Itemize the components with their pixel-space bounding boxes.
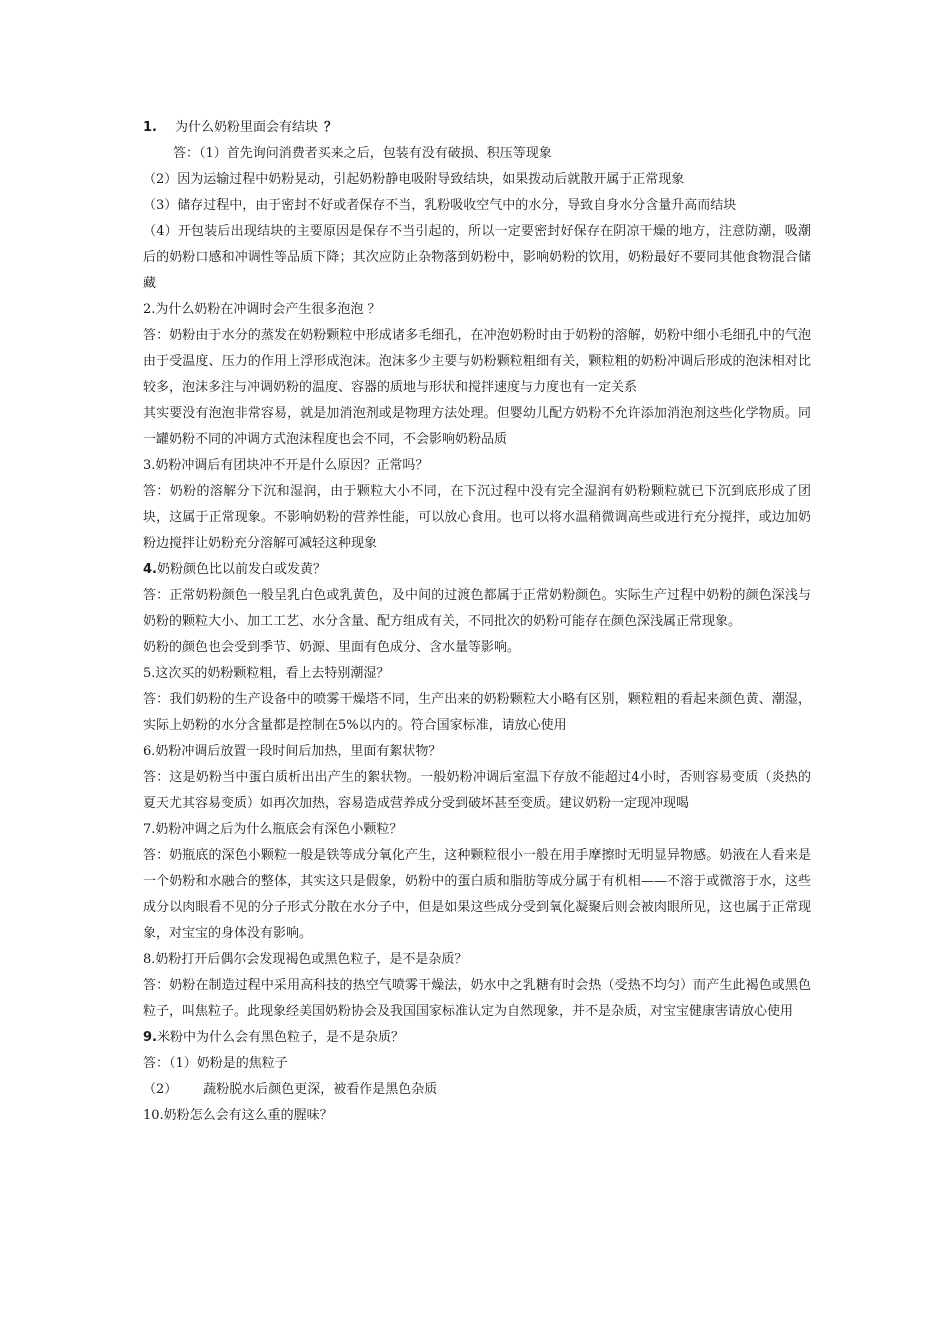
q3-heading: 3.奶粉冲调后有团块冲不开是什么原因？正常吗？ <box>143 458 429 473</box>
q1-number: 1. <box>143 120 157 135</box>
q9-answer-2 <box>143 1077 811 1103</box>
q9-answer-1: 答：（1）奶粉是的焦粒子 <box>143 1056 288 1071</box>
q10-heading: 10.奶粉怎么会有这么重的腥味？ <box>143 1108 333 1123</box>
q1-answer-3: （3）储存过程中，由于密封不好或者保存不当，乳粉吸收空气中的水分，导致自身水分含量升高而结块 <box>143 198 737 213</box>
q9-answer-2-text: 蔬粉脱水后颜色更深，被看作是黑色杂质 <box>203 1082 438 1097</box>
q2-heading: 2.为什么奶粉在冲调时会产生很多泡泡 ？ <box>143 302 381 317</box>
q9-answer-2-number: （2） <box>143 1082 178 1097</box>
q4-heading <box>143 557 811 583</box>
q2-answer-2: 其实要没有泡泡非常容易，就是加消泡剂或是物理方法处理。但婴幼儿配方奶粉不允许添加消泡剂这些化学物质。同一罐奶粉不同的冲调方式泡沫程度也会不同，不会影响奶粉品质 <box>143 406 811 447</box>
q6-heading: 6.奶粉冲调后放置一段时间后加热，里面有絮状物？ <box>143 744 442 759</box>
q4-number: 4. <box>143 562 157 577</box>
faq-content <box>143 115 811 1129</box>
q4-answer-2: 奶粉的颜色也会受到季节、奶源、里面有色成分、含水量等影响。 <box>143 640 521 655</box>
q6-answer-1: 答：这是奶粉当中蛋白质析出出产生的絮状物。一般奶粉冲调后室温下存放不能超过4小时，否则容易变质（炎热的夏天尤其容易变质）如再次加热，容易造成营养成分受到破坏甚至变质。建议奶粉一定现冲现喝 <box>143 770 811 811</box>
q9-heading <box>143 1025 811 1051</box>
q1-heading <box>143 115 811 141</box>
q7-answer-1: 答：奶瓶底的深色小颗粒一般是铁等成分氧化产生，这种颗粒很小一般在用手摩擦时无明显异物感。奶液在人看来是一个奶粉和水融合的整体，其实这只是假象，奶粉中的蛋白质和脂肪等成分属于有机相——不溶于或微溶于水，这些成分以肉眼看不见的分子形式分散在水分子中，但是如果这些成分受到氧化凝聚后则会被肉眼所见，这也属于正常现象，对宝宝的身体没有影响。 <box>143 848 811 941</box>
q1-title: 为什么奶粉里面会有结块 <box>174 120 318 135</box>
q9-title: 米粉中为什么会有黑色粒子，是不是杂质？ <box>156 1030 404 1045</box>
q2-answer-1: 答：奶粉由于水分的蒸发在奶粉颗粒中形成诸多毛细孔，在冲泡奶粉时由于奶粉的溶解，奶粉中细小毛细孔中的气泡由于受温度、压力的作用上浮形成泡沫。泡沫多少主要与奶粉颗粒粗细有关，颗粒粗的奶粉冲调后形成的泡沫相对比较多，泡沫多注与冲调奶粉的温度、容器的质地与形状和搅拌速度与力度也有一定关系 <box>143 328 811 395</box>
q1-answer-1: 答：（1）首先询问消费者买来之后，包装有没有破损、积压等现象 <box>173 146 552 161</box>
q3-answer-1: 答：奶粉的溶解分下沉和湿润，由于颗粒大小不同，在下沉过程中没有完全湿润有奶粉颗粒就已下沉到底形成了团块，这属于正常现象。不影响奶粉的营养性能，可以放心食用。也可以将水温稍微调高些或进行充分搅拌，或边加奶粉边搅拌让奶粉充分溶解可减轻这种现象 <box>143 484 811 551</box>
q8-heading: 8.奶粉打开后偶尔会发现褐色或黑色粒子，是不是杂质？ <box>143 952 468 967</box>
q8-answer-1: 答：奶粉在制造过程中采用高科技的热空气喷雾干燥法，奶水中之乳糖有时会热（受热不均匀）而产生此褐色或黑色粒子，叫焦粒子。此现象经美国奶粉协会及我国国家标准认定为自然现象，并不是杂质，对宝宝健康害请放心使用 <box>143 978 811 1019</box>
q1-question-mark: ？ <box>324 120 338 135</box>
q5-answer-1: 答：我们奶粉的生产设备中的喷雾干燥塔不同，生产出来的奶粉颗粒大小略有区别，颗粒粗的看起来颜色黄、潮湿，实际上奶粉的水分含量都是控制在5%以内的。符合国家标准，请放心使用 <box>143 692 811 733</box>
q4-answer-1: 答：正常奶粉颜色一般呈乳白色或乳黄色，及中间的过渡色都属于正常奶粉颜色。实际生产过程中奶粉的颜色深浅与奶粉的颗粒大小、加工工艺、水分含量、配方组成有关，不同批次的奶粉可能存在颜色深浅属正常现象。 <box>143 588 811 629</box>
q4-title: 奶粉颜色比以前发白或发黄？ <box>156 562 326 577</box>
q7-heading: 7.奶粉冲调之后为什么瓶底会有深色小颗粒？ <box>143 822 403 837</box>
q1-answer-2: （2）因为运输过程中奶粉晃动，引起奶粉静电吸附导致结块，如果拨动后就散开属于正常现象 <box>143 172 685 187</box>
q5-heading: 5.这次买的奶粉颗粒粗，看上去特别潮湿？ <box>143 666 390 681</box>
q9-number: 9. <box>143 1030 157 1045</box>
q1-answer-4: （4）开包装后出现结块的主要原因是保存不当引起的，所以一定要密封好保存在阴凉干燥的地方，注意防潮，吸潮后的奶粉口感和冲调性等品质下降；其次应防止杂物落到奶粉中，影响奶粉的饮用，奶粉最好不要同其他食物混合储藏 <box>143 224 811 291</box>
